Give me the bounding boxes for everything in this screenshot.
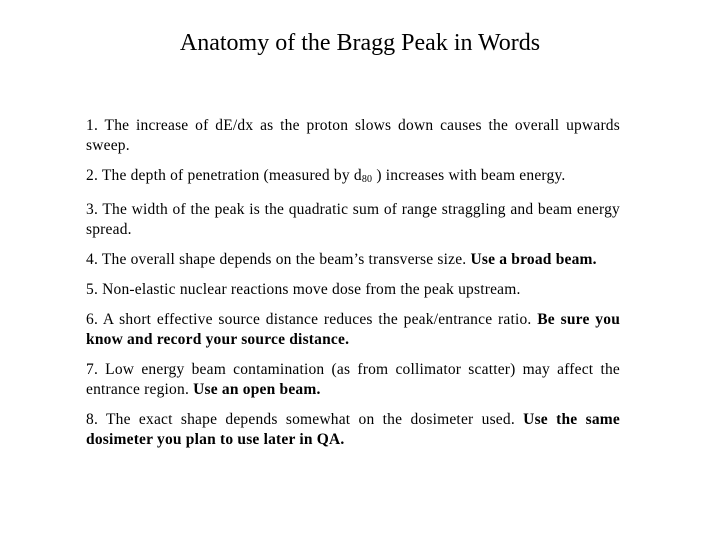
item-2-text-post: ) increases with beam energy. [376, 167, 566, 184]
item-3-text: 3. The width of the peak is the quadratic sum of range straggling and beam energy spread. [86, 201, 620, 238]
item-1-text: 1. The increase of dE/dx as the proton slows down causes the overall upwards sweep. [86, 117, 620, 154]
item-5-text: 5. Non-elastic nuclear reactions move dose from the peak upstream. [86, 281, 521, 298]
item-4-emphasis: Use a broad beam. [470, 251, 597, 268]
list-item-2 [86, 166, 620, 190]
slide-title: Anatomy of the Bragg Peak in Words [179, 30, 541, 56]
item-4-text: 4. The overall shape depends on the beam’s transverse size. [86, 251, 467, 268]
item-8-text: 8. The exact shape depends somewhat on the dosimeter used. [86, 411, 515, 428]
item-8-emphasis: Use the same dosimeter you plan to use later in QA. [86, 411, 621, 448]
list-item-5 [86, 280, 620, 300]
list-item-1 [86, 116, 620, 156]
item-2-text-pre: 2. The depth of penetration (measured by d [86, 167, 362, 184]
list-item-3 [86, 200, 620, 240]
list-item-7 [86, 360, 620, 400]
item-7-text: 7. Low energy beam contamination (as from collimator scatter) may affect the entrance region. [86, 361, 620, 398]
list-item-8 [86, 410, 620, 450]
item-6-emphasis: Be sure you know and record your source distance. [86, 311, 621, 348]
numbered-list [86, 116, 620, 460]
item-2-subscript: 80 [361, 174, 373, 185]
item-7-emphasis: Use an open beam. [193, 381, 321, 398]
list-item-6 [86, 310, 620, 350]
list-item-4 [86, 250, 620, 270]
item-6-text: 6. A short effective source distance reduces the peak/entrance ratio. [86, 311, 532, 328]
